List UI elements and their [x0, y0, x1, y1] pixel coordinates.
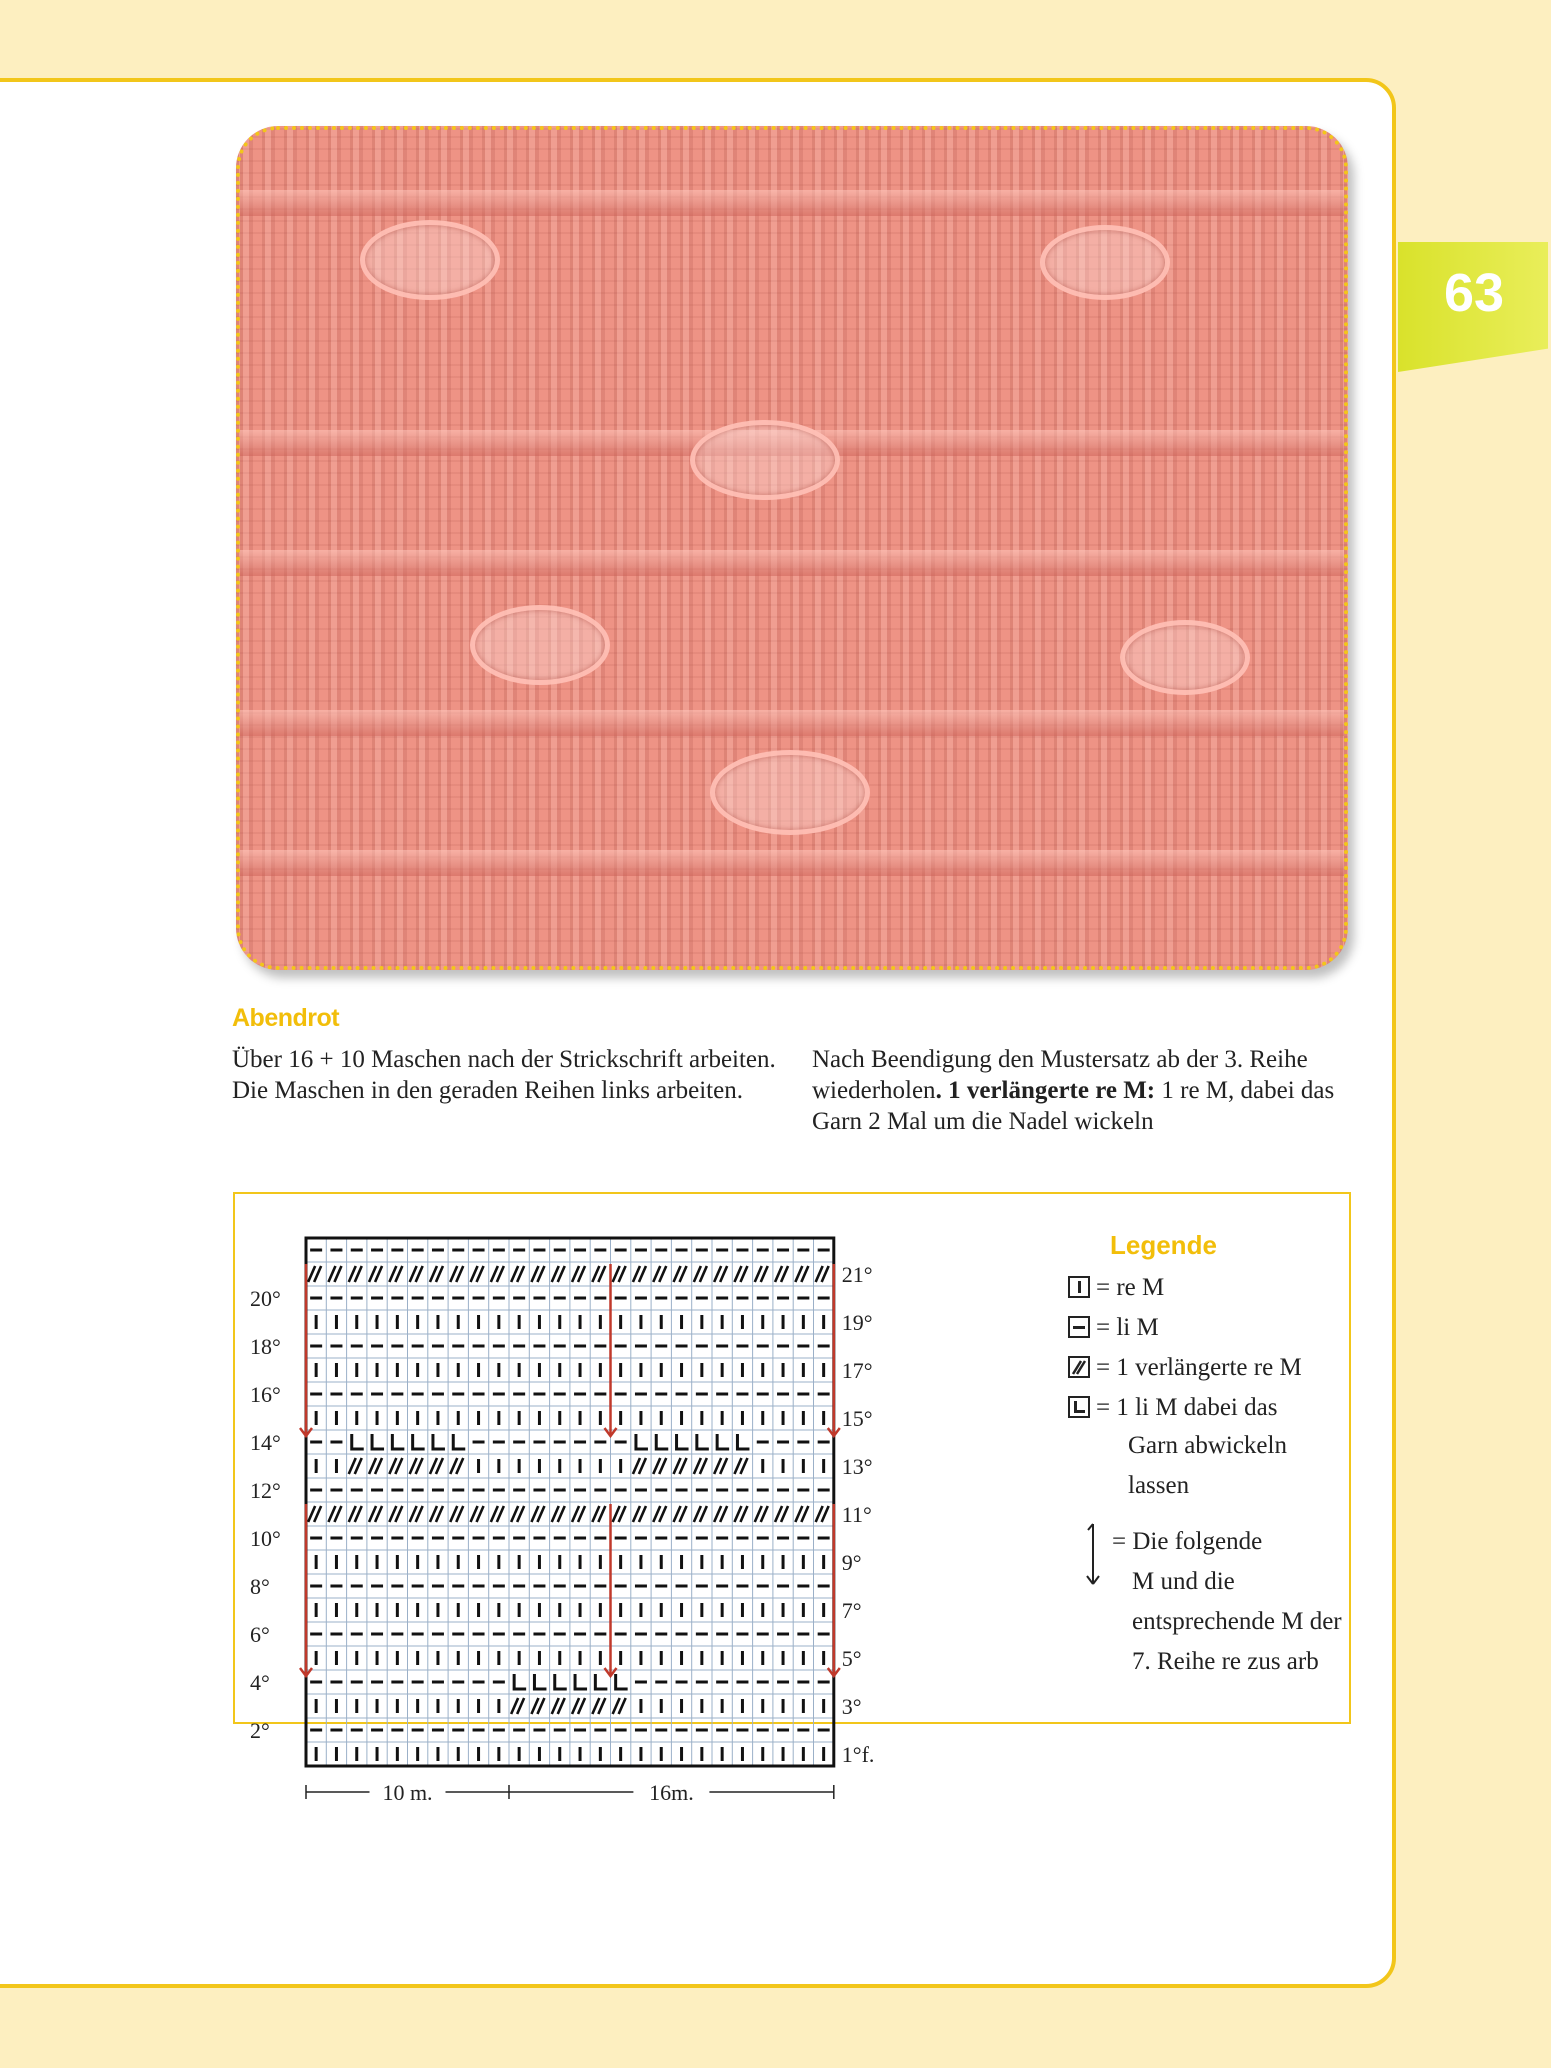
- extended-knit-symbol: [775, 1266, 788, 1282]
- drop-yarn-symbol: [372, 1434, 384, 1449]
- extended-knit-symbol: [653, 1506, 666, 1522]
- extended-knit-symbol: [816, 1506, 829, 1522]
- row-label-right: 5°: [841, 1646, 862, 1671]
- drop-yarn-symbol: [616, 1674, 628, 1689]
- extended-knit-symbol: [775, 1506, 788, 1522]
- extended-knit-symbol: [755, 1266, 768, 1282]
- photo-loop: [1120, 620, 1250, 695]
- cell-bg: [409, 1455, 427, 1477]
- row-label-right: 15°: [841, 1406, 873, 1431]
- extended-knit-symbol: [734, 1266, 747, 1282]
- row-label-left: 14°: [250, 1430, 281, 1455]
- drop-yarn-symbol: [413, 1434, 425, 1449]
- extended-knit-symbol: [613, 1506, 626, 1522]
- cell-bg: [632, 1455, 650, 1477]
- row-label-right: 9°: [841, 1550, 862, 1575]
- cell-bg: [612, 1695, 630, 1717]
- drop-yarn-symbol: [352, 1434, 364, 1449]
- drop-yarn-symbol: [392, 1434, 404, 1449]
- drop-yarn-symbol: [677, 1434, 689, 1449]
- legend-text: entsprechende M der: [1132, 1608, 1342, 1635]
- extended-knit-symbol: [491, 1266, 504, 1282]
- extended-knit-symbol: [410, 1266, 423, 1282]
- drop-yarn-symbol: [534, 1674, 546, 1689]
- pattern-instructions-left: Über 16 + 10 Maschen nach der Strickschrift arbeiten. Die Maschen in den geraden Reihen links arbeiten.: [232, 1046, 776, 1104]
- knitted-sample-photo: [236, 126, 1348, 970]
- drop-yarn-purl-icon: [1068, 1396, 1090, 1418]
- extended-knit-symbol: [674, 1506, 687, 1522]
- legend-item-purl: [1068, 1308, 1159, 1348]
- row-label-left: 10°: [250, 1526, 281, 1551]
- row-label-right: 11°: [841, 1502, 872, 1527]
- legend-item-drop: [1068, 1388, 1277, 1428]
- cell-bg: [693, 1455, 711, 1477]
- extended-knit-symbol: [592, 1266, 605, 1282]
- extended-knit-stitch-icon: [1068, 1356, 1090, 1378]
- knit-stitch-icon: [1068, 1276, 1090, 1298]
- pattern-instructions-right: [812, 1044, 1372, 1137]
- extended-knit-symbol: [674, 1266, 687, 1282]
- drop-yarn-symbol: [555, 1674, 567, 1689]
- photo-loop: [690, 420, 840, 500]
- extended-knit-symbol: [369, 1266, 382, 1282]
- extended-knit-symbol: [714, 1266, 727, 1282]
- extended-knit-symbol: [633, 1266, 646, 1282]
- extended-knit-symbol: [572, 1266, 585, 1282]
- row-label-right: 17°: [841, 1358, 873, 1383]
- extended-knit-symbol: [592, 1506, 605, 1522]
- extended-knit-symbol: [349, 1266, 362, 1282]
- cell-bg: [388, 1455, 406, 1477]
- knitting-chart: [240, 1200, 1100, 1805]
- cell-bg: [571, 1695, 589, 1717]
- extended-knit-symbol: [471, 1266, 484, 1282]
- extended-knit-symbol: [531, 1266, 544, 1282]
- extended-knit-symbol: [369, 1506, 382, 1522]
- photo-loop: [360, 220, 500, 300]
- cell-bg: [652, 1455, 670, 1477]
- row-label-right: 1°f.: [841, 1742, 875, 1767]
- drop-yarn-symbol: [656, 1434, 668, 1449]
- legend-text: = re M: [1096, 1274, 1165, 1301]
- extended-knit-symbol: [450, 1506, 463, 1522]
- extended-knit-symbol: [471, 1506, 484, 1522]
- row-label-left: 6°: [250, 1622, 270, 1647]
- extended-knit-symbol: [572, 1506, 585, 1522]
- extended-knit-symbol: [633, 1506, 646, 1522]
- extended-knit-symbol: [694, 1506, 707, 1522]
- legend-title: Legende: [1110, 1230, 1217, 1260]
- legend-text: 7. Reihe re zus arb: [1132, 1648, 1319, 1675]
- row-label-left: 4°: [250, 1670, 270, 1695]
- photo-ridge: [240, 710, 1344, 736]
- photo-loop: [1040, 225, 1170, 300]
- legend-text: = 1 li M dabei das: [1096, 1394, 1278, 1421]
- photo-ridge: [240, 550, 1344, 576]
- extended-knit-symbol: [410, 1506, 423, 1522]
- extended-knit-symbol: [552, 1266, 565, 1282]
- drop-yarn-symbol: [595, 1674, 607, 1689]
- pattern-title: Abendrot: [232, 1004, 340, 1032]
- extended-knit-symbol: [734, 1506, 747, 1522]
- extended-knit-symbol: [795, 1266, 808, 1282]
- extended-knit-symbol: [714, 1506, 727, 1522]
- legend-item-extended: [1068, 1348, 1302, 1388]
- extended-knit-symbol: [389, 1266, 402, 1282]
- drop-yarn-symbol: [433, 1434, 445, 1449]
- extended-knit-symbol: [531, 1506, 544, 1522]
- drop-yarn-symbol: [717, 1434, 729, 1449]
- extended-knit-symbol: [613, 1266, 626, 1282]
- cell-bg: [510, 1695, 528, 1717]
- extended-knit-symbol: [694, 1266, 707, 1282]
- row-label-right: 3°: [841, 1694, 862, 1719]
- drop-yarn-symbol: [453, 1434, 465, 1449]
- cell-bg: [713, 1455, 731, 1477]
- drop-yarn-symbol: [514, 1674, 526, 1689]
- cell-bg: [368, 1455, 386, 1477]
- extended-knit-symbol: [349, 1506, 362, 1522]
- extended-knit-symbol: [308, 1506, 321, 1522]
- extended-knit-symbol: [491, 1506, 504, 1522]
- drop-yarn-symbol: [636, 1434, 648, 1449]
- row-label-right: 7°: [841, 1598, 862, 1623]
- row-label-left: 16°: [250, 1382, 281, 1407]
- row-label-left: 20°: [250, 1286, 281, 1311]
- cell-bg: [551, 1695, 569, 1717]
- row-label-right: 21°: [841, 1262, 873, 1287]
- row-label-right: 19°: [841, 1310, 873, 1335]
- legend-text: = 1 verlängerte re M: [1096, 1354, 1302, 1381]
- row-label-left: 18°: [250, 1334, 281, 1359]
- extended-knit-symbol: [328, 1266, 341, 1282]
- cell-bg: [733, 1455, 751, 1477]
- photo-ridge: [240, 850, 1344, 876]
- legend-item-knit: [1068, 1268, 1164, 1308]
- drop-yarn-symbol: [575, 1674, 587, 1689]
- instructions-bold: . 1 verlängerte re M:: [935, 1077, 1156, 1104]
- cell-bg: [429, 1455, 447, 1477]
- cell-bg: [591, 1695, 609, 1717]
- page-number: 63: [1443, 263, 1505, 323]
- scale-label: 16m.: [649, 1780, 694, 1805]
- extended-knit-symbol: [653, 1266, 666, 1282]
- extended-knit-symbol: [552, 1506, 565, 1522]
- vertical-arrow-icon: [1078, 1520, 1108, 1590]
- extended-knit-symbol: [450, 1266, 463, 1282]
- photo-loop: [710, 750, 870, 835]
- instructions-text: Nach Beendigung den Mustersatz ab der 3. Reihe wiederholen: [812, 1046, 1308, 1104]
- legend-text: = li M: [1096, 1314, 1159, 1341]
- cell-bg: [530, 1695, 548, 1717]
- cell-bg: [348, 1455, 366, 1477]
- extended-knit-symbol: [430, 1506, 443, 1522]
- drop-yarn-symbol: [697, 1434, 709, 1449]
- purl-stitch-icon: [1068, 1316, 1090, 1338]
- extended-knit-symbol: [816, 1266, 829, 1282]
- photo-ridge: [240, 190, 1344, 216]
- extended-knit-symbol: [795, 1506, 808, 1522]
- photo-loop: [470, 605, 610, 685]
- row-label-left: 8°: [250, 1574, 270, 1599]
- row-label-left: 12°: [250, 1478, 281, 1503]
- instructions-text: 1 re M, dabei das Garn 2 Mal um die Nadel wickeln: [812, 1077, 1335, 1135]
- extended-knit-symbol: [511, 1266, 524, 1282]
- drop-yarn-symbol: [737, 1434, 749, 1449]
- legend-text: lassen: [1128, 1472, 1190, 1499]
- cell-bg: [672, 1455, 690, 1477]
- row-label-left: 2°: [250, 1718, 270, 1743]
- row-label-right: 13°: [841, 1454, 873, 1479]
- legend-text: M und die: [1132, 1568, 1235, 1595]
- legend-text: = Die folgende: [1112, 1528, 1263, 1555]
- legend-text: Garn abwickeln: [1128, 1432, 1287, 1459]
- extended-knit-symbol: [511, 1506, 524, 1522]
- cell-bg: [449, 1455, 467, 1477]
- extended-knit-symbol: [430, 1266, 443, 1282]
- extended-knit-symbol: [308, 1266, 321, 1282]
- scale-label: 10 m.: [382, 1780, 433, 1805]
- extended-knit-symbol: [755, 1506, 768, 1522]
- extended-knit-symbol: [328, 1506, 341, 1522]
- extended-knit-symbol: [389, 1506, 402, 1522]
